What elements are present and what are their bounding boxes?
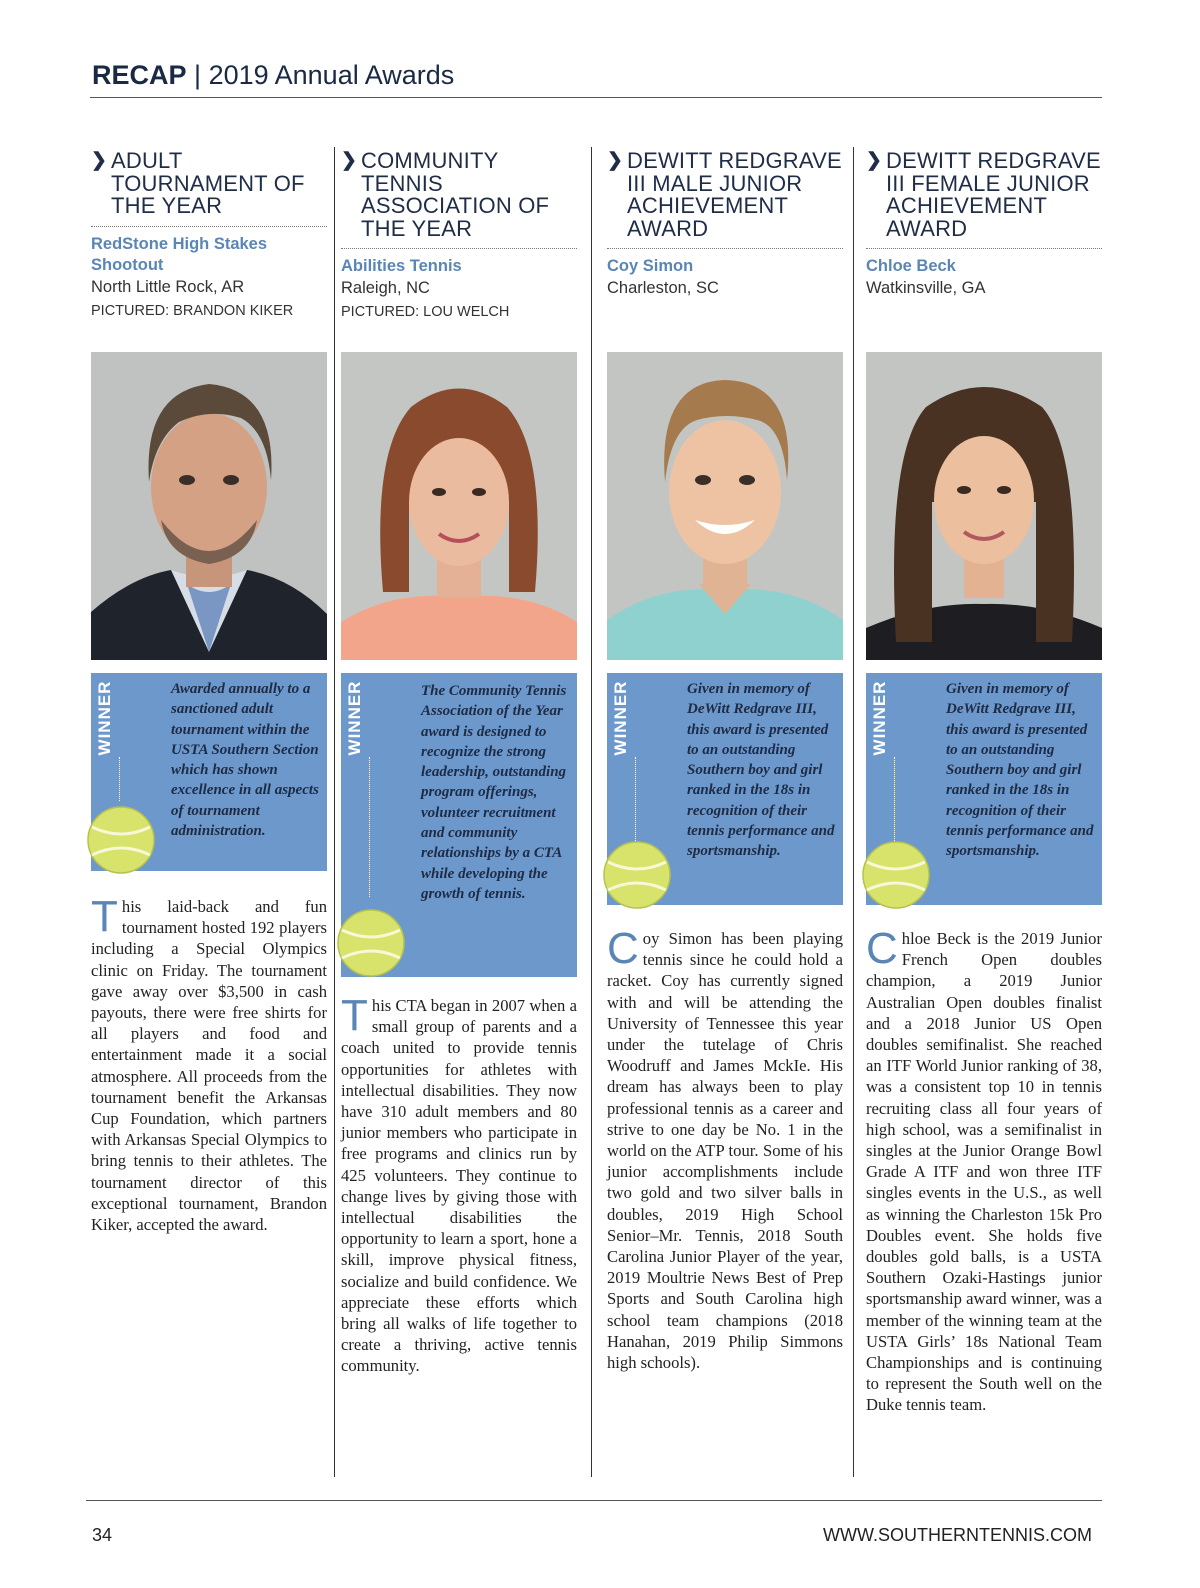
award-description: The Community Tennis Association of the Year award is designed to recognize the strong leadership, outstanding program offerings, volunteer recruitment and community relationships by a CTA while developing the growth of tennis. <box>421 683 567 902</box>
award-story <box>607 924 843 1373</box>
dotted-line <box>369 757 370 897</box>
chevron-right-icon: ❯ <box>866 150 883 171</box>
award-story <box>341 991 577 1377</box>
winner-location: Charleston, SC <box>607 279 719 297</box>
drop-cap: T <box>341 991 368 1040</box>
winner-name: Chloe Beck <box>866 257 956 275</box>
dotted-line <box>894 757 895 841</box>
award-title-text: DEWITT REDGRAVE III FEMALE JUNIOR ACHIEVEMENT AWARD <box>886 148 1101 241</box>
header-divider <box>90 97 1102 98</box>
pictured-caption: PICTURED: LOU WELCH <box>341 304 510 320</box>
story-text: oy Simon has been playing tennis since he could hold a racket. Coy has currently signed with and will be attending the University of Tennessee this year under the tutelage of Chris Woodruff and James MckIe. His dream has always been to play professional tennis as a career and strive to one day be No. 1 in the world on the ATP tour. Some of his junior accomplishments include two gold and two silver balls in doubles, 2019 High School Senior–Mr. Tennis, 2018 South Carolina Junior Player of the year, 2019 Moultrie News Best of Prep Sports and South Carolina high school team champions (2018 Hanahan, 2019 Philip Simmons high schools). <box>607 929 843 1373</box>
award-title-text: ADULT TOURNAMENT OF THE YEAR <box>111 148 305 218</box>
chevron-right-icon: ❯ <box>341 150 358 171</box>
award-title-text: COMMUNITY TENNIS ASSOCIATION OF THE YEAR <box>361 148 550 241</box>
story-text: his CTA began in 2007 when a small group of parents and a coach united to provide tennis opportunities for athletes with intellectual disabilities. They now have 310 adult members and 80 junior members who participate in free programs and clinics run by 425 volunteers. They continue to change lives by giving those with intellectual disabilities the opportunity to learn a sport, hone a skill, improve physical fitness, socialize and build confidence. We appreciate these efforts which bring all walks of life together to create a thriving, active tennis community. <box>341 996 577 1376</box>
winner-location: North Little Rock, AR <box>91 277 245 296</box>
winner-photo-brandon-kiker <box>91 352 327 660</box>
column-divider <box>853 147 854 1477</box>
award-title <box>341 150 577 240</box>
drop-cap: T <box>91 892 118 941</box>
column-divider <box>334 147 335 1477</box>
winner-name: RedStone High Stakes Shootout <box>91 234 268 274</box>
award-title <box>866 150 1102 240</box>
section-label: RECAP <box>92 60 187 90</box>
winner-photo-coy-simon <box>607 352 843 660</box>
drop-cap: C <box>607 924 639 973</box>
pictured-caption: PICTURED: BRANDON KIKER <box>91 302 294 319</box>
footer-divider <box>86 1500 1102 1501</box>
winner-name: Coy Simon <box>607 257 694 275</box>
award-story <box>91 892 327 1235</box>
winner-label: WINNER <box>611 680 630 756</box>
winner-photo-chloe-beck <box>866 352 1102 660</box>
page-number: 34 <box>92 1525 113 1545</box>
tennis-ball-icon <box>861 840 931 910</box>
award-column-cta <box>341 150 577 322</box>
drop-cap: C <box>866 924 898 973</box>
dotted-line <box>119 757 120 801</box>
winner-label: WINNER <box>870 680 889 756</box>
winner-location: Raleigh, NC <box>341 279 430 297</box>
award-title-text: DEWITT REDGRAVE III MALE JUNIOR ACHIEVEMENT AWARD <box>627 148 842 241</box>
chevron-right-icon: ❯ <box>607 150 624 171</box>
winner-label: WINNER <box>345 680 364 756</box>
dotted-divider <box>607 248 843 249</box>
dotted-divider <box>341 248 577 249</box>
tennis-ball-icon <box>336 908 406 978</box>
winner-label: WINNER <box>95 680 114 756</box>
award-description: Given in memory of DeWitt Redgrave III, this award is presented to an outstanding Southern boy and girl ranked in the 18s in recognition of their tennis performance and sportsmanship. <box>687 681 835 860</box>
story-text: his laid-back and fun tournament hosted 192 players including a Special Olympics clinic on Friday. The tournament gave away over $3,500 in cash payouts, there were free shirts for all players and food and entertainment made it a social atmosphere. All proceeds from the tournament benefit the Arkansas Cup Foundation, which partners with Arkansas Special Olympics to bring tennis to their athletes. The tournament director of this exceptional tournament, Brandon Kiker, accepted the award. <box>91 897 327 1235</box>
dotted-divider <box>91 226 327 227</box>
award-title <box>91 150 327 218</box>
award-description: Given in memory of DeWitt Redgrave III, this award is presented to an outstanding Southern boy and girl ranked in the 18s in recognition of their tennis performance and sportsmanship. <box>946 681 1094 860</box>
tennis-ball-icon <box>602 840 672 910</box>
dotted-divider <box>866 248 1102 249</box>
page-title: 2019 Annual Awards <box>208 60 455 90</box>
tennis-ball-icon <box>86 805 156 875</box>
award-column-male-junior <box>607 150 843 300</box>
chevron-right-icon: ❯ <box>91 150 108 171</box>
header-separator: | <box>194 60 202 90</box>
story-text: hloe Beck is the 2019 Junior French Open doubles champion, a 2019 Junior Australian Open doubles finalist and a 2018 Junior US Open doubles semifinalist. She reached an ITF World Junior ranking of 38, was a consistent top 10 in tennis recruiting class all four years of high school, was a semifinalist in singles at the Junior Orange Bowl Grade A ITF and won three ITF singles events in the U.S., as well as winning the Charleston 15k Pro Doubles event. She holds five doubles gold balls, is a USTA Southern Ozaki-Hastings junior sportsmanship award winner, was a member of the winning team at the USTA Girls’ 18s National Team Championships and is continuing to represent the South well on the Duke tennis team. <box>866 929 1102 1415</box>
award-description: Awarded annually to a sanctioned adult tournament within the USTA Southern Section which has shown excellence in all aspects of tournament administration. <box>171 681 319 840</box>
website-link[interactable]: WWW.SOUTHERNTENNIS.COM <box>823 1525 1092 1545</box>
dotted-line <box>635 757 636 841</box>
award-column-adult-tournament <box>91 150 327 321</box>
award-column-female-junior <box>866 150 1102 300</box>
winner-photo-lou-welch <box>341 352 577 660</box>
winner-name: Abilities Tennis <box>341 257 462 275</box>
winner-location: Watkinsville, GA <box>866 279 986 297</box>
award-title <box>607 150 843 240</box>
column-divider <box>591 147 592 1477</box>
page-header <box>92 60 1102 91</box>
award-story <box>866 924 1102 1416</box>
